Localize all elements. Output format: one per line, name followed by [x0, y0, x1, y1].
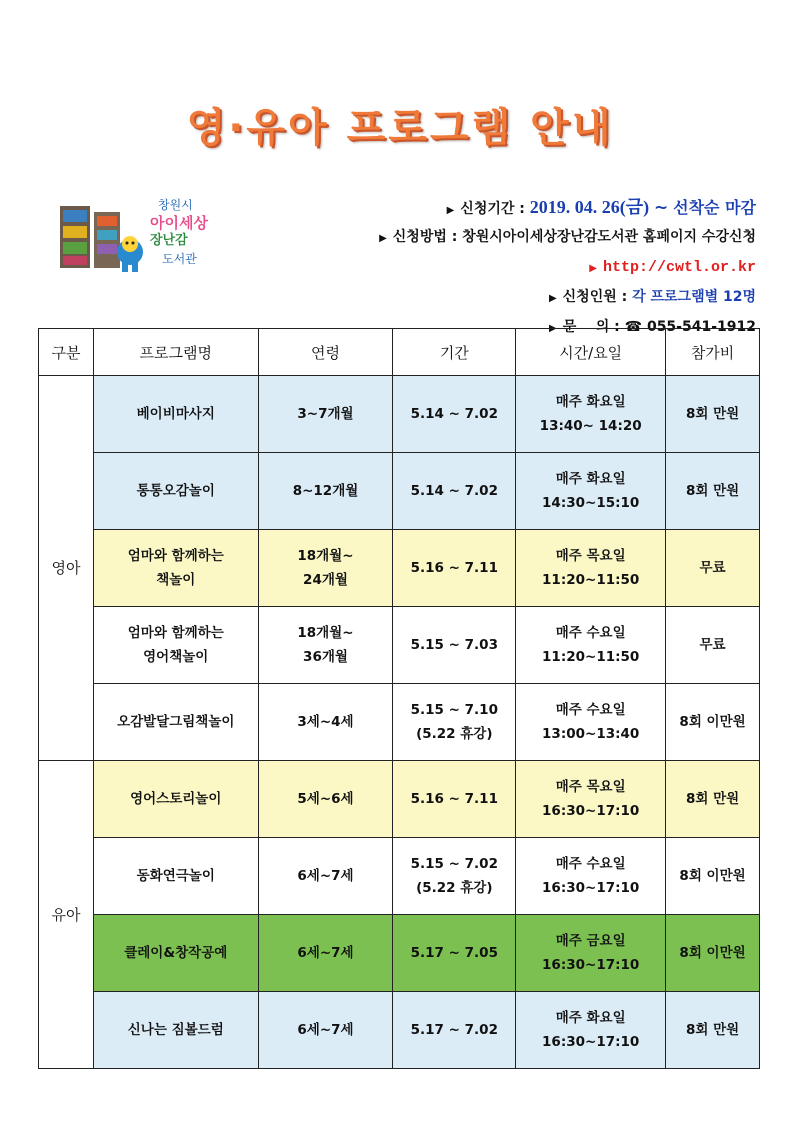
- period-cell-line: 5.16 ~ 7.11: [410, 560, 498, 576]
- table-header-row: [39, 329, 760, 376]
- program-name-cell-line: 베이비마사지: [136, 406, 215, 422]
- method-label: 신청방법 :: [392, 229, 458, 245]
- program-name-cell-line: 클레이&창작공예: [124, 945, 228, 961]
- program-name-cell: [93, 376, 258, 453]
- time-cell-line: 매주 화요일: [555, 471, 626, 487]
- age-cell-line: 3~7개월: [297, 406, 354, 422]
- fee-cell: 8회 만원: [666, 376, 760, 453]
- period-cell: [393, 761, 516, 838]
- group-cell: 영아: [39, 376, 94, 761]
- method-value: 창원시아이세상장난감도서관 홈페이지 수강신청: [462, 229, 756, 245]
- time-cell-line: 16:30~17:10: [542, 957, 640, 973]
- triangle-right-icon: ▶: [548, 293, 557, 304]
- age-cell-line: 5세~6세: [297, 791, 354, 807]
- info-method: [236, 222, 756, 252]
- header-fee: 참가비: [666, 329, 760, 376]
- info-period: [236, 192, 756, 222]
- triangle-right-icon: ▶: [379, 233, 387, 244]
- fee-cell: 8회 만원: [666, 992, 760, 1069]
- fee-cell: 8회 이만원: [666, 684, 760, 761]
- fee-cell: 무료: [666, 530, 760, 607]
- time-cell-line: 매주 수요일: [555, 702, 626, 718]
- time-cell: [516, 376, 666, 453]
- time-cell-line: 매주 목요일: [555, 779, 626, 795]
- age-cell: [258, 453, 393, 530]
- count-value: 각 프로그램별 12명: [632, 289, 756, 305]
- time-cell-line: 매주 화요일: [555, 394, 626, 410]
- time-cell-line: 매주 목요일: [555, 548, 626, 564]
- info-url: [236, 252, 756, 282]
- time-cell-line: 16:30~17:10: [542, 880, 640, 896]
- period-cell-line: 5.16 ~ 7.11: [410, 791, 498, 807]
- program-name-cell-line: 통통오감놀이: [136, 483, 215, 499]
- program-name-cell: [93, 761, 258, 838]
- program-name-cell: [93, 915, 258, 992]
- table-body: [39, 376, 760, 1069]
- age-cell-line: 8~12개월: [292, 483, 359, 499]
- program-name-cell-line: 엄마와 함께하는: [127, 548, 224, 564]
- period-cell: [393, 376, 516, 453]
- table-row: [39, 838, 760, 915]
- program-name-cell-line: 책놀이: [156, 572, 196, 588]
- age-cell: [258, 607, 393, 684]
- program-name-cell-line: 오감발달그림책놀이: [117, 714, 235, 730]
- contact-label: 문 의 :: [562, 319, 620, 335]
- header-period: 기간: [393, 329, 516, 376]
- period-cell: [393, 453, 516, 530]
- period-cell: [393, 607, 516, 684]
- program-name-cell-line: 신나는 짐볼드럼: [127, 1022, 224, 1038]
- table-row: [39, 607, 760, 684]
- age-cell-line: 24개월: [303, 572, 348, 588]
- homepage-link[interactable]: http://cwtl.or.kr: [602, 259, 756, 276]
- time-cell: [516, 453, 666, 530]
- group-cell: 유아: [39, 761, 94, 1069]
- period-cell: [393, 838, 516, 915]
- age-cell-line: 18개월~: [297, 548, 354, 564]
- period-cell: [393, 684, 516, 761]
- age-cell-line: 6세~7세: [297, 1022, 354, 1038]
- period-label: 신청기간 :: [460, 201, 525, 217]
- age-cell: [258, 992, 393, 1069]
- triangle-right-icon: ▶: [589, 263, 597, 274]
- table-row: [39, 530, 760, 607]
- fee-cell: 8회 만원: [666, 761, 760, 838]
- time-cell-line: 16:30~17:10: [542, 803, 640, 819]
- header-time: 시간/요일: [516, 329, 666, 376]
- fee-cell: 8회 이만원: [666, 915, 760, 992]
- page-title: 영·유아 프로그램 안내: [186, 105, 614, 151]
- time-cell-line: 16:30~17:10: [542, 1034, 640, 1050]
- program-name-cell: [93, 684, 258, 761]
- table-row: [39, 761, 760, 838]
- header-program: 프로그램명: [93, 329, 258, 376]
- program-name-cell-line: 영어스토리놀이: [130, 791, 222, 807]
- contact-phone: ☎ 055-541-1912: [624, 319, 756, 335]
- logo-line-1: 창원시: [158, 198, 193, 212]
- age-cell: [258, 838, 393, 915]
- period-cell: [393, 530, 516, 607]
- program-name-cell-line: 동화연극놀이: [136, 868, 215, 884]
- table-row: [39, 453, 760, 530]
- age-cell: [258, 376, 393, 453]
- program-name-cell: [93, 530, 258, 607]
- period-tilde: ~: [654, 198, 669, 218]
- program-name-cell: [93, 838, 258, 915]
- time-cell-line: 11:20~11:50: [542, 572, 640, 588]
- age-cell-line: 6세~7세: [297, 945, 354, 961]
- age-cell: [258, 530, 393, 607]
- time-cell: [516, 915, 666, 992]
- age-cell-line: 3세~4세: [297, 714, 354, 730]
- time-cell-line: 11:20~11:50: [542, 649, 640, 665]
- time-cell-line: 매주 수요일: [555, 856, 626, 872]
- application-info: [236, 192, 756, 342]
- logo-text: [150, 196, 240, 268]
- period-cell-line: 5.14 ~ 7.02: [410, 406, 498, 422]
- period-cell-line: 5.15 ~ 7.03: [410, 637, 498, 653]
- period-cell-line: 5.17 ~ 7.05: [410, 945, 498, 961]
- age-cell-line: 6세~7세: [297, 868, 354, 884]
- header-age: 연령: [258, 329, 393, 376]
- age-cell: [258, 761, 393, 838]
- table-row: [39, 992, 760, 1069]
- triangle-right-icon: ▶: [549, 323, 557, 334]
- time-cell: [516, 530, 666, 607]
- fee-cell: 8회 이만원: [666, 838, 760, 915]
- logo-line-4: 도서관: [162, 252, 197, 266]
- time-cell-line: 매주 수요일: [555, 625, 626, 641]
- age-cell: [258, 915, 393, 992]
- program-name-cell-line: 영어책놀이: [143, 649, 209, 665]
- table-row: [39, 684, 760, 761]
- table-row: [39, 376, 760, 453]
- triangle-right-icon: ▶: [446, 205, 455, 216]
- time-cell: [516, 838, 666, 915]
- time-cell-line: 13:40~ 14:20: [539, 418, 642, 434]
- period-cell-line: 5.14 ~ 7.02: [410, 483, 498, 499]
- fee-cell: 8회 만원: [666, 453, 760, 530]
- age-cell-line: 18개월~: [297, 625, 354, 641]
- time-cell-line: 매주 화요일: [555, 1010, 626, 1026]
- period-cell: [393, 915, 516, 992]
- logo-line-2: 아이세상: [150, 214, 208, 232]
- period-cell-line: (5.22 휴강): [416, 880, 493, 896]
- table-row: [39, 915, 760, 992]
- time-cell: [516, 992, 666, 1069]
- time-cell: [516, 607, 666, 684]
- count-label: 신청인원 :: [562, 289, 628, 305]
- period-cell-line: (5.22 휴강): [416, 726, 493, 742]
- program-name-cell: [93, 992, 258, 1069]
- program-name-cell: [93, 453, 258, 530]
- program-name-cell-line: 엄마와 함께하는: [127, 625, 224, 641]
- period-cell-line: 5.15 ~ 7.02: [410, 856, 498, 872]
- logo-line-3: 장난감: [150, 233, 188, 248]
- program-table: [38, 328, 760, 1069]
- fee-cell: 무료: [666, 607, 760, 684]
- period-cell-line: 5.17 ~ 7.02: [410, 1022, 498, 1038]
- period-cell: [393, 992, 516, 1069]
- time-cell-line: 매주 금요일: [555, 933, 626, 949]
- header-category: 구분: [39, 329, 94, 376]
- library-logo: [58, 196, 238, 280]
- age-cell: [258, 684, 393, 761]
- period-end: 선착순 마감: [673, 198, 756, 217]
- program-name-cell: [93, 607, 258, 684]
- bookshelf-icon: [58, 196, 150, 280]
- time-cell: [516, 684, 666, 761]
- age-cell-line: 36개월: [303, 649, 348, 665]
- info-count: [236, 282, 756, 312]
- period-date: 2019. 04. 26(금): [529, 197, 650, 217]
- period-cell-line: 5.15 ~ 7.10: [410, 702, 498, 718]
- time-cell-line: 13:00~13:40: [542, 726, 640, 742]
- time-cell-line: 14:30~15:10: [542, 495, 640, 511]
- time-cell: [516, 761, 666, 838]
